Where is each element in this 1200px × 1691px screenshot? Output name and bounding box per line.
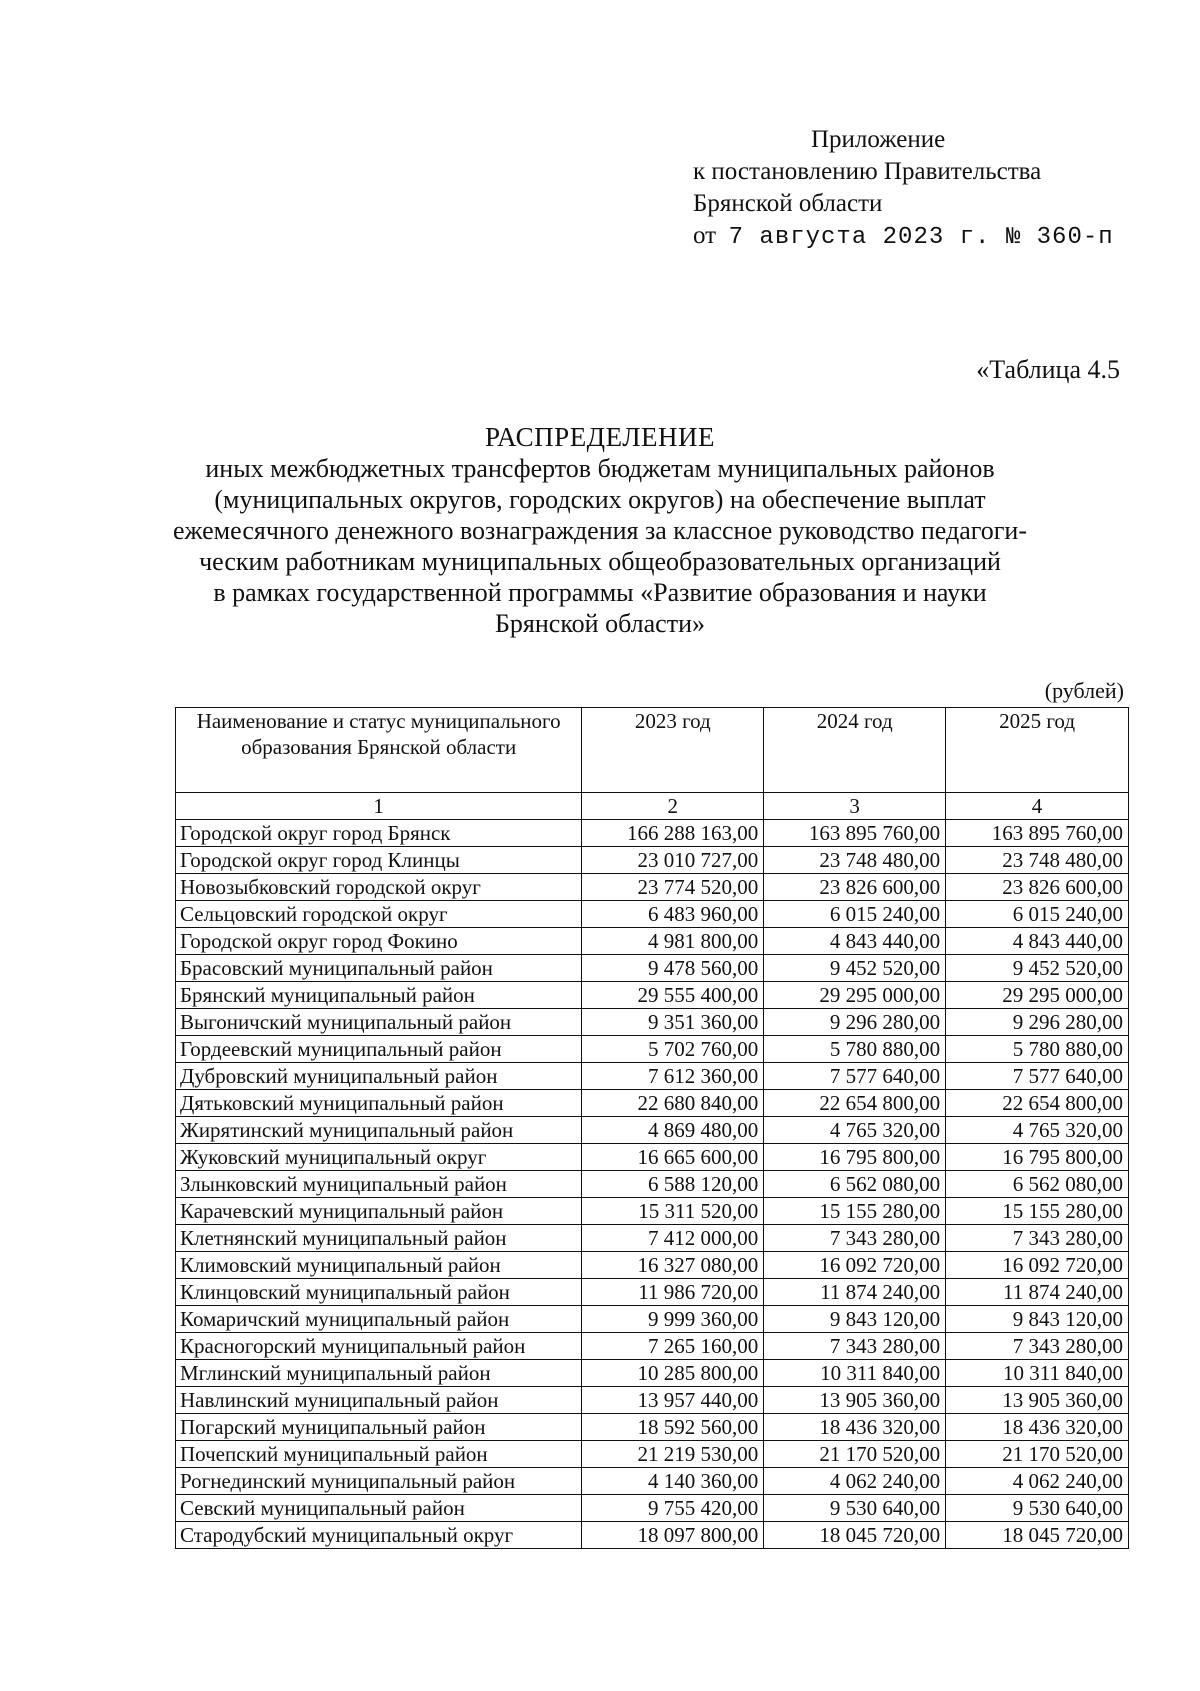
municipality-name: Навлинский муниципальный район: [176, 1387, 582, 1414]
municipality-name: Новозыбковский городской округ: [176, 874, 582, 901]
amount-2025: 9 843 120,00: [946, 1306, 1129, 1333]
amount-2024: 9 530 640,00: [764, 1495, 946, 1522]
amount-2025: 23 826 600,00: [946, 874, 1129, 901]
amount-2025: 6 015 240,00: [946, 901, 1129, 928]
amount-2025: 6 562 080,00: [946, 1171, 1129, 1198]
table-row: [176, 1333, 1129, 1360]
amount-2025: 23 748 480,00: [946, 847, 1129, 874]
distribution-table: [175, 707, 1129, 1549]
amount-2023: 9 755 420,00: [582, 1495, 764, 1522]
table-body: [176, 820, 1129, 1549]
amount-2023: 22 680 840,00: [582, 1090, 764, 1117]
header-municipality: Наименование и статус муниципального образования Брянской области: [176, 708, 582, 793]
amount-2024: 22 654 800,00: [764, 1090, 946, 1117]
amount-2025: 11 874 240,00: [946, 1279, 1129, 1306]
amount-2025: 4 062 240,00: [946, 1468, 1129, 1495]
municipality-name: Городской округ город Брянск: [176, 820, 582, 847]
municipality-name: Брасовский муниципальный район: [176, 955, 582, 982]
table-row: [176, 1495, 1129, 1522]
amount-2024: 21 170 520,00: [764, 1441, 946, 1468]
document-title: [100, 422, 1100, 639]
table-row: [176, 820, 1129, 847]
table-row: [176, 1171, 1129, 1198]
table-row: [176, 1279, 1129, 1306]
municipality-name: Клинцовский муниципальный район: [176, 1279, 582, 1306]
municipality-name: Дятьковский муниципальный район: [176, 1090, 582, 1117]
amount-2024: 5 780 880,00: [764, 1036, 946, 1063]
amount-2024: 7 343 280,00: [764, 1225, 946, 1252]
title-line: ежемесячного денежного вознаграждения за классное руководство педагоги-: [172, 516, 1027, 545]
amount-2025: 13 905 360,00: [946, 1387, 1129, 1414]
municipality-name: Мглинский муниципальный район: [176, 1360, 582, 1387]
table-row: [176, 1117, 1129, 1144]
municipality-name: Почепский муниципальный район: [176, 1441, 582, 1468]
title-line: (муниципальных округов, городских округов) на обеспечение выплат: [214, 485, 986, 514]
date-from-label: от: [693, 222, 717, 249]
municipality-name: Городской округ город Фокино: [176, 928, 582, 955]
amount-2023: 11 986 720,00: [582, 1279, 764, 1306]
amount-2023: 9 478 560,00: [582, 955, 764, 982]
amount-2024: 4 843 440,00: [764, 928, 946, 955]
column-number-row: [176, 793, 1129, 820]
amount-2023: 15 311 520,00: [582, 1198, 764, 1225]
column-number: 3: [764, 793, 946, 820]
table-row: [176, 847, 1129, 874]
table-row: [176, 928, 1129, 955]
municipality-name: Комаричский муниципальный район: [176, 1306, 582, 1333]
amount-2023: 16 665 600,00: [582, 1144, 764, 1171]
amount-2024: 4 062 240,00: [764, 1468, 946, 1495]
table-row: [176, 1522, 1129, 1549]
amount-2023: 4 981 800,00: [582, 928, 764, 955]
table-row: [176, 1306, 1129, 1333]
amount-2023: 166 288 163,00: [582, 820, 764, 847]
amount-2024: 7 577 640,00: [764, 1063, 946, 1090]
amount-2024: 16 795 800,00: [764, 1144, 946, 1171]
amount-2023: 18 097 800,00: [582, 1522, 764, 1549]
amount-2024: 163 895 760,00: [764, 820, 946, 847]
title-line: иных межбюджетных трансфертов бюджетам муниципальных районов: [205, 454, 995, 483]
amount-2024: 6 015 240,00: [764, 901, 946, 928]
amount-2025: 10 311 840,00: [946, 1360, 1129, 1387]
municipality-name: Клетнянский муниципальный район: [176, 1225, 582, 1252]
amount-2023: 7 412 000,00: [582, 1225, 764, 1252]
amount-2025: 16 795 800,00: [946, 1144, 1129, 1171]
amount-2025: 9 530 640,00: [946, 1495, 1129, 1522]
table-row: [176, 1225, 1129, 1252]
table-row: [176, 1252, 1129, 1279]
amount-2023: 6 483 960,00: [582, 901, 764, 928]
amount-2023: 10 285 800,00: [582, 1360, 764, 1387]
municipality-name: Брянский муниципальный район: [176, 982, 582, 1009]
municipality-name: Климовский муниципальный район: [176, 1252, 582, 1279]
amount-2025: 21 170 520,00: [946, 1441, 1129, 1468]
amount-2024: 23 826 600,00: [764, 874, 946, 901]
municipality-name: Погарский муниципальный район: [176, 1414, 582, 1441]
amount-2024: 4 765 320,00: [764, 1117, 946, 1144]
amount-2023: 7 612 360,00: [582, 1063, 764, 1090]
title-heading: РАСПРЕДЕЛЕНИЕ: [484, 422, 716, 452]
amount-2023: 4 140 360,00: [582, 1468, 764, 1495]
header-2025: 2025 год: [946, 708, 1129, 793]
amount-2024: 18 045 720,00: [764, 1522, 946, 1549]
appendix-region-line: Брянской области: [693, 190, 883, 217]
amount-2025: 18 436 320,00: [946, 1414, 1129, 1441]
amount-2023: 18 592 560,00: [582, 1414, 764, 1441]
municipality-name: Гордеевский муниципальный район: [176, 1036, 582, 1063]
amount-2025: 29 295 000,00: [946, 982, 1129, 1009]
amount-2023: 5 702 760,00: [582, 1036, 764, 1063]
amount-2023: 23 010 727,00: [582, 847, 764, 874]
amount-2025: 4 765 320,00: [946, 1117, 1129, 1144]
amount-2025: 9 452 520,00: [946, 955, 1129, 982]
amount-2025: 4 843 440,00: [946, 928, 1129, 955]
municipality-name: Рогнединский муниципальный район: [176, 1468, 582, 1495]
amount-2023: 6 588 120,00: [582, 1171, 764, 1198]
amount-2023: 21 219 530,00: [582, 1441, 764, 1468]
appendix-block: [693, 124, 1114, 254]
table-row: [176, 955, 1129, 982]
municipality-name: Карачевский муниципальный район: [176, 1198, 582, 1225]
amount-2024: 7 343 280,00: [764, 1333, 946, 1360]
amount-2025: 22 654 800,00: [946, 1090, 1129, 1117]
amount-2023: 7 265 160,00: [582, 1333, 764, 1360]
amount-2024: 23 748 480,00: [764, 847, 946, 874]
column-number: 4: [946, 793, 1129, 820]
amount-2023: 13 957 440,00: [582, 1387, 764, 1414]
table-row: [176, 1090, 1129, 1117]
amount-2025: 5 780 880,00: [946, 1036, 1129, 1063]
column-number: 2: [582, 793, 764, 820]
municipality-name: Выгоничский муниципальный район: [176, 1009, 582, 1036]
amount-2025: 16 092 720,00: [946, 1252, 1129, 1279]
amount-2024: 18 436 320,00: [764, 1414, 946, 1441]
table-row: [176, 874, 1129, 901]
table-row: [176, 982, 1129, 1009]
amount-2024: 6 562 080,00: [764, 1171, 946, 1198]
amount-2025: 7 343 280,00: [946, 1225, 1129, 1252]
amount-2023: 4 869 480,00: [582, 1117, 764, 1144]
column-number: 1: [176, 793, 582, 820]
amount-2024: 9 843 120,00: [764, 1306, 946, 1333]
amount-2024: 29 295 000,00: [764, 982, 946, 1009]
amount-2025: 15 155 280,00: [946, 1198, 1129, 1225]
table-row: [176, 1360, 1129, 1387]
table-row: [176, 1198, 1129, 1225]
amount-2023: 9 999 360,00: [582, 1306, 764, 1333]
municipality-name: Красногорский муниципальный район: [176, 1333, 582, 1360]
municipality-name: Стародубский муниципальный округ: [176, 1522, 582, 1549]
table-row: [176, 1468, 1129, 1495]
units-label: (рублей): [1044, 678, 1124, 703]
municipality-name: Сельцовский городской округ: [176, 901, 582, 928]
table-row: [176, 1144, 1129, 1171]
amount-2024: 9 452 520,00: [764, 955, 946, 982]
appendix-resolution-line: к постановлению Правительства: [693, 158, 1042, 185]
amount-2024: 13 905 360,00: [764, 1387, 946, 1414]
municipality-name: Дубровский муниципальный район: [176, 1063, 582, 1090]
table-row: [176, 1441, 1129, 1468]
table-row: [176, 1063, 1129, 1090]
title-line: в рамках государственной программы «Развитие образования и науки: [213, 578, 987, 607]
amount-2024: 16 092 720,00: [764, 1252, 946, 1279]
title-line: ческим работникам муниципальных общеобразовательных организаций: [199, 547, 1001, 576]
amount-2024: 11 874 240,00: [764, 1279, 946, 1306]
municipality-name: Жирятинский муниципальный район: [176, 1117, 582, 1144]
appendix-title: Приложение: [811, 126, 946, 153]
amount-2025: 18 045 720,00: [946, 1522, 1129, 1549]
table-row: [176, 1387, 1129, 1414]
amount-2023: 29 555 400,00: [582, 982, 764, 1009]
table-label: «Таблица 4.5: [976, 355, 1120, 384]
header-2024: 2024 год: [764, 708, 946, 793]
municipality-name: Злынковский муниципальный район: [176, 1171, 582, 1198]
amount-2024: 9 296 280,00: [764, 1009, 946, 1036]
amount-2025: 7 577 640,00: [946, 1063, 1129, 1090]
header-2023: 2023 год: [582, 708, 764, 793]
amount-2024: 10 311 840,00: [764, 1360, 946, 1387]
amount-2023: 16 327 080,00: [582, 1252, 764, 1279]
table-row: [176, 1009, 1129, 1036]
table-row: [176, 1414, 1129, 1441]
amount-2023: 9 351 360,00: [582, 1009, 764, 1036]
title-line: Брянской области»: [495, 609, 705, 638]
amount-2025: 7 343 280,00: [946, 1333, 1129, 1360]
table-row: [176, 1036, 1129, 1063]
municipality-name: Городской округ город Клинцы: [176, 847, 582, 874]
amount-2025: 9 296 280,00: [946, 1009, 1129, 1036]
table-row: [176, 901, 1129, 928]
amount-2023: 23 774 520,00: [582, 874, 764, 901]
municipality-name: Жуковский муниципальный округ: [176, 1144, 582, 1171]
amount-2024: 15 155 280,00: [764, 1198, 946, 1225]
table-header-row: [176, 708, 1129, 793]
municipality-name: Севский муниципальный район: [176, 1495, 582, 1522]
appendix-date-line: [693, 220, 1114, 254]
date-number-stamp: 7 августа 2023 г. № 360-п: [728, 224, 1114, 251]
amount-2025: 163 895 760,00: [946, 820, 1129, 847]
